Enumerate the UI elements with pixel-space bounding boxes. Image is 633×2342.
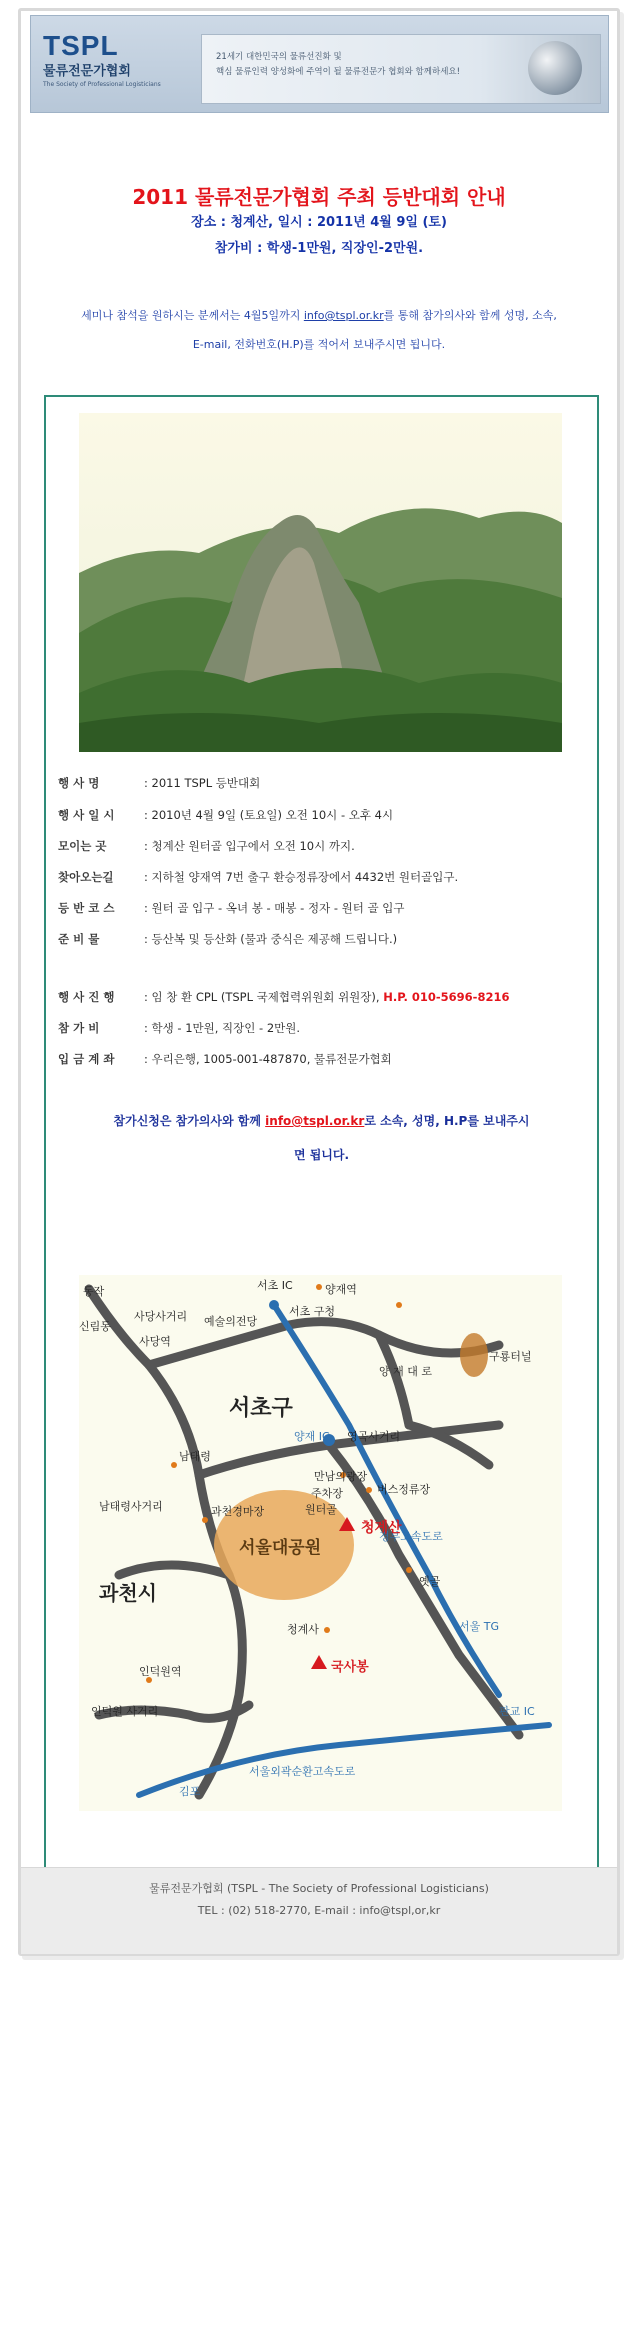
- apply-line-1: [46, 1104, 597, 1138]
- notice-email-link[interactable]: info@tspl.or.kr: [303, 309, 384, 322]
- map-label-indeogwon-cross: 인덕원 사거리: [91, 1705, 159, 1718]
- detail-value: : 지하철 양재역 7번 출구 환승정류장에서 4432번 원터골입구.: [144, 870, 459, 884]
- map-label-gyeongbu: 경부고속도로: [379, 1530, 443, 1543]
- detail-row-event-name: [58, 775, 260, 791]
- detail-value: : 우리은행, 1005-001-487870, 물류전문가협회: [144, 1052, 392, 1066]
- header-banner: [30, 15, 609, 113]
- map-label-ring-expressway: 서울외곽순환고속도로: [249, 1765, 356, 1778]
- notice-line-1: [21, 307, 617, 323]
- mountain-photo: [79, 413, 562, 752]
- map-label-sadang-station: 사당역: [139, 1335, 171, 1348]
- map-label-racecourse: 과천경마장: [211, 1505, 265, 1518]
- footer-org: 물류전문가협회 (TSPL - The Society of Professional Logisticians): [149, 1882, 489, 1895]
- map-label-guryong: 구룡터널: [489, 1350, 532, 1363]
- detail-value: : 2011 TSPL 등반대회: [144, 776, 261, 790]
- map-label-yeonggok: 영곡사거리: [347, 1430, 401, 1443]
- event-details-box: [44, 395, 599, 1869]
- detail-label: 참 가 비: [58, 1021, 100, 1035]
- detail-value: : 원터 골 입구 - 옥녀 봉 - 매봉 - 정자 - 원터 골 입구: [144, 901, 405, 915]
- detail-row-supplies: [58, 931, 397, 947]
- map-label-guksabong: 국사봉: [331, 1660, 369, 1675]
- map-label-cheonggyesa: 청계사: [287, 1623, 319, 1636]
- map-label-yangjae-blvd: 양 재 대 로: [379, 1365, 432, 1378]
- map-label-seoul-tg: 서울 TG: [459, 1620, 499, 1633]
- map-label-arts-center: 예술의전당: [204, 1315, 258, 1328]
- map-label-bus-stop: 버스정류장: [377, 1483, 431, 1496]
- notice-text-2: 를 통해 참가의사와 함께 성명, 소속,: [383, 309, 557, 322]
- logo-english-name: The Society of Professional Logisticians: [43, 81, 161, 88]
- detail-value: : 2010년 4월 9일 (토요일) 오전 10시 - 오후 4시: [144, 808, 394, 822]
- map-label-mannam: 만남의광장: [314, 1470, 368, 1483]
- map-label-seoul-park: 서울대공원: [239, 1538, 322, 1558]
- map-label-sadang-cross: 사당사거리: [134, 1310, 188, 1323]
- map-label-yangjae-station: 양재역: [325, 1283, 357, 1296]
- event-place-date: 장소 : 청계산, 일시 : 2011년 4월 9일 (토): [191, 215, 447, 230]
- globe-icon: [528, 41, 582, 95]
- map-label-sillim: 신림동: [79, 1320, 111, 1333]
- detail-value: : 학생 - 1만원, 직장인 - 2만원.: [144, 1021, 301, 1035]
- slogan-text: [216, 50, 460, 80]
- mountain-illustration: [79, 413, 562, 752]
- detail-label: 행 사 진 행: [58, 990, 115, 1004]
- map-label-seocho-office: 서초 구청: [289, 1305, 336, 1318]
- map-label-cheonggyesan: 청계산: [361, 1520, 402, 1536]
- logo-wordmark: TSPL: [43, 30, 119, 61]
- map-label-yangjae-ic: 양재 IC: [294, 1430, 330, 1443]
- apply-text-1: 참가신청은 참가의사와 함께: [113, 1114, 266, 1128]
- detail-row-meeting-place: [58, 838, 355, 854]
- footer: [21, 1867, 617, 1954]
- detail-label: 행 사 명: [58, 776, 100, 790]
- detail-value: : 청계산 원터골 입구에서 오전 10시 까지.: [144, 839, 355, 853]
- detail-row-contact: [58, 989, 509, 1005]
- notice-text-1: 세미나 참석을 원하시는 분께서는 4월5일까지: [81, 309, 304, 322]
- detail-label: 찾아오는길: [58, 870, 114, 884]
- footer-contact: TEL : (02) 518-2770, E-mail : info@tspl,or,kr: [197, 1904, 441, 1917]
- detail-label: 행 사 일 시: [58, 808, 115, 822]
- map-illustration: [79, 1275, 562, 1811]
- detail-label: 입 금 계 좌: [58, 1052, 115, 1066]
- map-label-parking: 주차장: [311, 1487, 343, 1500]
- detail-row-account: [58, 1051, 392, 1067]
- tspl-logo[interactable]: [43, 30, 183, 102]
- directions-map: [79, 1275, 562, 1811]
- map-label-seocho-gu: 서초구: [229, 1396, 293, 1421]
- event-fee: 참가비 : 학생-1만원, 직장인-2만원.: [214, 241, 424, 256]
- page-title: 2011 물류전문가협회 주최 등반대회 안내: [132, 185, 506, 209]
- detail-row-date: [58, 807, 393, 823]
- detail-label: 등 반 코 스: [58, 901, 115, 915]
- detail-label: 준 비 물: [58, 932, 100, 946]
- detail-row-course: [58, 900, 405, 916]
- notice-line-2: E-mail, 전화번호(H.P)를 적어서 보내주시면 됩니다.: [192, 338, 446, 351]
- map-label-wonteogol: 원터골: [305, 1503, 337, 1516]
- contact-phone: H.P. 010-5696-8216: [383, 990, 510, 1004]
- map-label-namtaeryeong: 남태령: [179, 1450, 211, 1463]
- detail-row-fee: [58, 1020, 300, 1036]
- logo-korean-name: 물류전문가협회: [43, 64, 131, 79]
- map-label-seocho-ic: 서초 IC: [257, 1279, 293, 1292]
- map-label-gimpo: 김포: [179, 1785, 201, 1798]
- map-label-pangyo-ic: 판교 IC: [499, 1705, 535, 1718]
- detail-value: : 등산복 및 등산화 (물과 중식은 제공해 드립니다.): [144, 932, 398, 946]
- slogan-banner: [201, 34, 601, 104]
- map-label-yetgol: 옛골: [419, 1575, 441, 1588]
- slogan-line-1: 21세기 대한민국의 물류선진화 및: [216, 52, 342, 62]
- slogan-line-2: 핵심 물류인력 양성화에 주역이 될 물류전문가 협회와 함께하세요!: [216, 67, 461, 77]
- detail-row-directions: [58, 869, 458, 885]
- map-label-gwacheon: 과천시: [99, 1581, 157, 1605]
- map-label-namtae-cross: 남태령사거리: [99, 1500, 163, 1513]
- apply-text-2: 로 소속, 성명, H.P를 보내주시: [364, 1114, 530, 1128]
- apply-email-link[interactable]: info@tspl.or.kr: [265, 1114, 365, 1128]
- map-label-indeogwon: 인덕원역: [139, 1665, 182, 1678]
- detail-value: : 임 창 환 CPL (TSPL 국제협력위원회 위원장),: [144, 990, 384, 1004]
- apply-line-2: 면 됩니다.: [293, 1148, 350, 1162]
- map-label-dongjak: 동작: [83, 1285, 105, 1298]
- newsletter-frame: [18, 8, 620, 1956]
- detail-label: 모이는 곳: [58, 839, 107, 853]
